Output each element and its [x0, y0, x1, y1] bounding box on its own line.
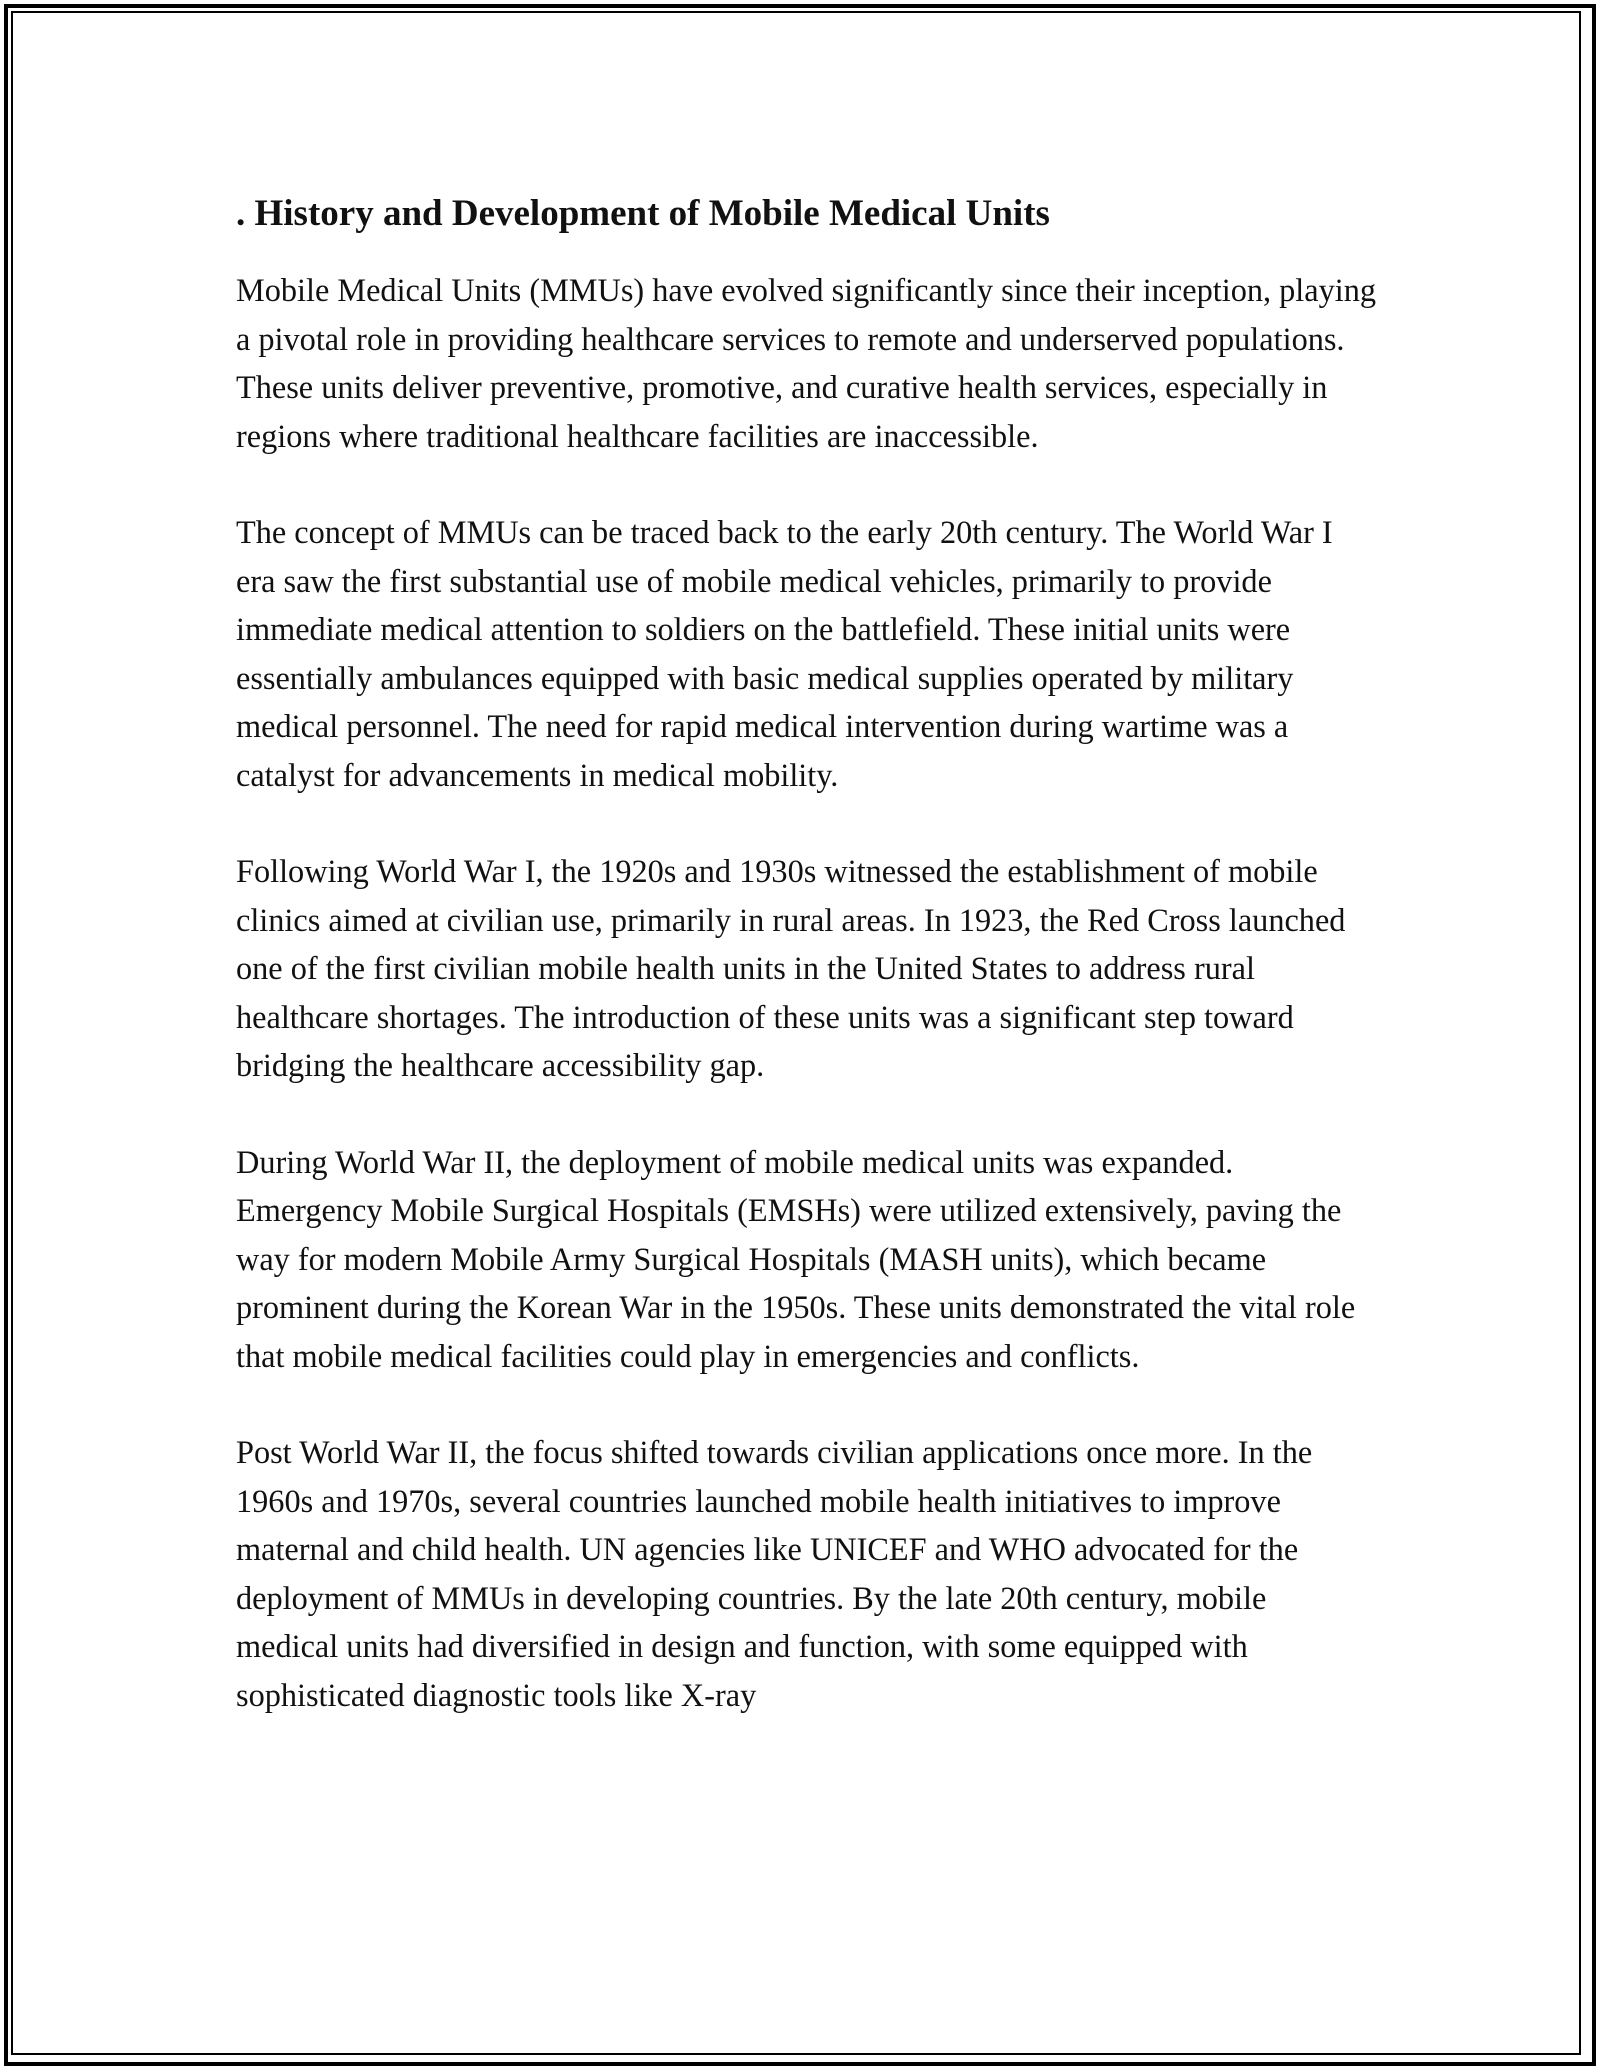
paragraph-intro: Mobile Medical Units (MMUs) have evolved significantly since their inception, playing a pivotal role in providing healthcare services to remote and underserved populations. These units deliver preventive, promotive, and curative health services, especially in regions where traditional healthcare facilities are inaccessible.: [236, 272, 1377, 454]
paragraph-early-history: The concept of MMUs can be traced back to the early 20th century. The World War I era saw the first substantial use of mobile medical vehicles, primarily to provide immediate medical attention to soldiers on the battlefield. These initial units were essentially ambulances equipped with basic medical supplies operated by military medical personnel. The need for rapid medical intervention during wartime was a catalyst for advancements in medical mobility.: [236, 514, 1333, 793]
paragraph-interwar: Following World War I, the 1920s and 1930s witnessed the establishment of mobile clinics aimed at civilian use, primarily in rural areas. In 1923, the Red Cross launched one of the first civilian mobile health units in the United States to address rural healthcare shortages. The introduction of these units was a significant step toward bridging the healthcare accessibility gap.: [236, 853, 1346, 1083]
paragraph-world-war-ii: During World War II, the deployment of mobile medical units was expanded. Emergency Mobile Surgical Hospitals (EMSHs) were utilized extensively, paving the way for modern Mobile Army Surgical Hospitals (MASH units), which became prominent during the Korean War in the 1950s. These units demonstrated the vital role that mobile medical facilities could play in emergencies and conflicts.: [236, 1143, 1356, 1374]
document-body: [236, 186, 1376, 1767]
section-heading: . History and Development of Mobile Medical Units: [236, 193, 1050, 234]
paragraph-post-war: Post World War II, the focus shifted towards civilian applications once more. In the 1960s and 1970s, several countries launched mobile health initiatives to improve maternal and child health. UN agencies like UNICEF and WHO advocated for the deployment of MMUs in developing countries. By the late 20th century, mobile medical units had diversified in design and function, with some equipped with sophisticated diagnostic tools like X-ray: [236, 1434, 1313, 1713]
